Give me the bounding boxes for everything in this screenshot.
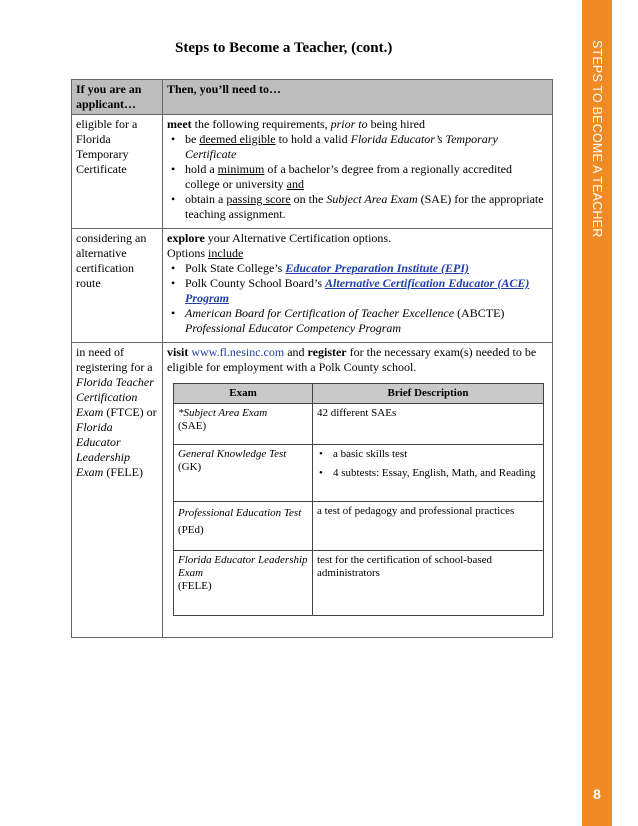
exam-name: General Knowledge Test (GK) (174, 445, 313, 502)
list-item: • 4 subtests: Essay, English, Math, and Reading (317, 467, 539, 480)
exam-description (313, 445, 544, 502)
table-row (72, 343, 553, 638)
exam-description: test for the certification of school-based administrators (313, 551, 544, 616)
epi-link[interactable]: Educator Preparation Institute (EPI) (285, 261, 470, 275)
ace-program-link[interactable]: Alternative Certification Educator (ACE) Program (185, 276, 530, 305)
nesinc-link[interactable]: www.fl.nesinc.com (191, 345, 285, 359)
list-item: • Polk State College’s Educator Preparation Institute (EPI) (167, 261, 548, 276)
list-item: • hold a minimum of a bachelor’s degree from a regionally accredited college or university and (167, 162, 548, 192)
description-header: Brief Description (313, 384, 544, 404)
exam-row (174, 551, 544, 616)
text: your Alternative Certification options. (204, 231, 392, 245)
page-title: Steps to Become a Teacher, (cont.) (175, 40, 393, 56)
exam-name: *Subject Area Exam (SAE) (174, 404, 313, 445)
exam-description: 42 different SAEs (313, 404, 544, 445)
row-condition: in need of registering for a Florida Teacher Certification Exam (FTCE) or Florida Educator Leadership Exam (FELE) (72, 343, 163, 638)
emphasis: register (307, 345, 347, 359)
header-need: Then, you’ll need to… (163, 80, 553, 115)
exam-description: a test of pedagogy and professional practices (313, 502, 544, 551)
list-item: • be deemed eligible to hold a valid Florida Educator’s Temporary Certificate (167, 132, 548, 162)
exam-header-row (174, 384, 544, 404)
row-requirements: visit www.fl.nesinc.com and register for the necessary exam(s) needed to be eligible for employment with a Polk County school. Exam Brief Description *Subject Area Exam (SAE) 42 different SAEs General Knowledge Test (GK) • a basic skills test • 4 subtests: Essay, English, Math, and Reading Professional Education Test (PEd) a test of pedagogy and professional practices Florida Educator Leadership Exam (FELE) test for the certification of school-based administrators (163, 343, 553, 638)
page-number: 8 (593, 786, 601, 802)
exam-header: Exam (174, 384, 313, 404)
list-item: • obtain a passing score on the Subject Area Exam (SAE) for the appropriate teaching assignment. (167, 192, 548, 222)
row-condition: considering an alternative certification route (72, 229, 163, 343)
text: the following requirements, (191, 117, 331, 131)
header-applicant: If you are an applicant… (72, 80, 163, 115)
text: being hired (367, 117, 425, 131)
emphasis: meet (167, 117, 192, 131)
table-row (72, 115, 553, 229)
text: Options (167, 246, 209, 260)
list-item: • American Board for Certification of Teacher Excellence (ABCTE) Professional Educator Competency Program (167, 306, 548, 336)
exam-name: Florida Educator Leadership Exam (FELE) (174, 551, 313, 616)
row-condition: eligible for a Florida Temporary Certificate (72, 115, 163, 229)
row-requirements (163, 115, 553, 229)
emphasis: include (208, 246, 244, 260)
list-item: • Polk County School Board’s Alternative Certification Educator (ACE) Program (167, 276, 548, 306)
table-row (72, 229, 553, 343)
table-header-row (72, 80, 553, 115)
emphasis: visit (167, 345, 189, 359)
exam-name: Professional Education Test (PEd) (174, 502, 313, 551)
emphasis: prior to (330, 117, 368, 131)
exam-row (174, 502, 544, 551)
exam-row (174, 445, 544, 502)
side-tab-label: STEPS TO BECOME A TEACHER (590, 40, 604, 238)
list-item: • a basic skills test (317, 448, 539, 461)
row-requirements (163, 229, 553, 343)
exam-row (174, 404, 544, 445)
emphasis: explore (167, 231, 205, 245)
exam-table (173, 383, 544, 616)
steps-table (71, 79, 553, 638)
